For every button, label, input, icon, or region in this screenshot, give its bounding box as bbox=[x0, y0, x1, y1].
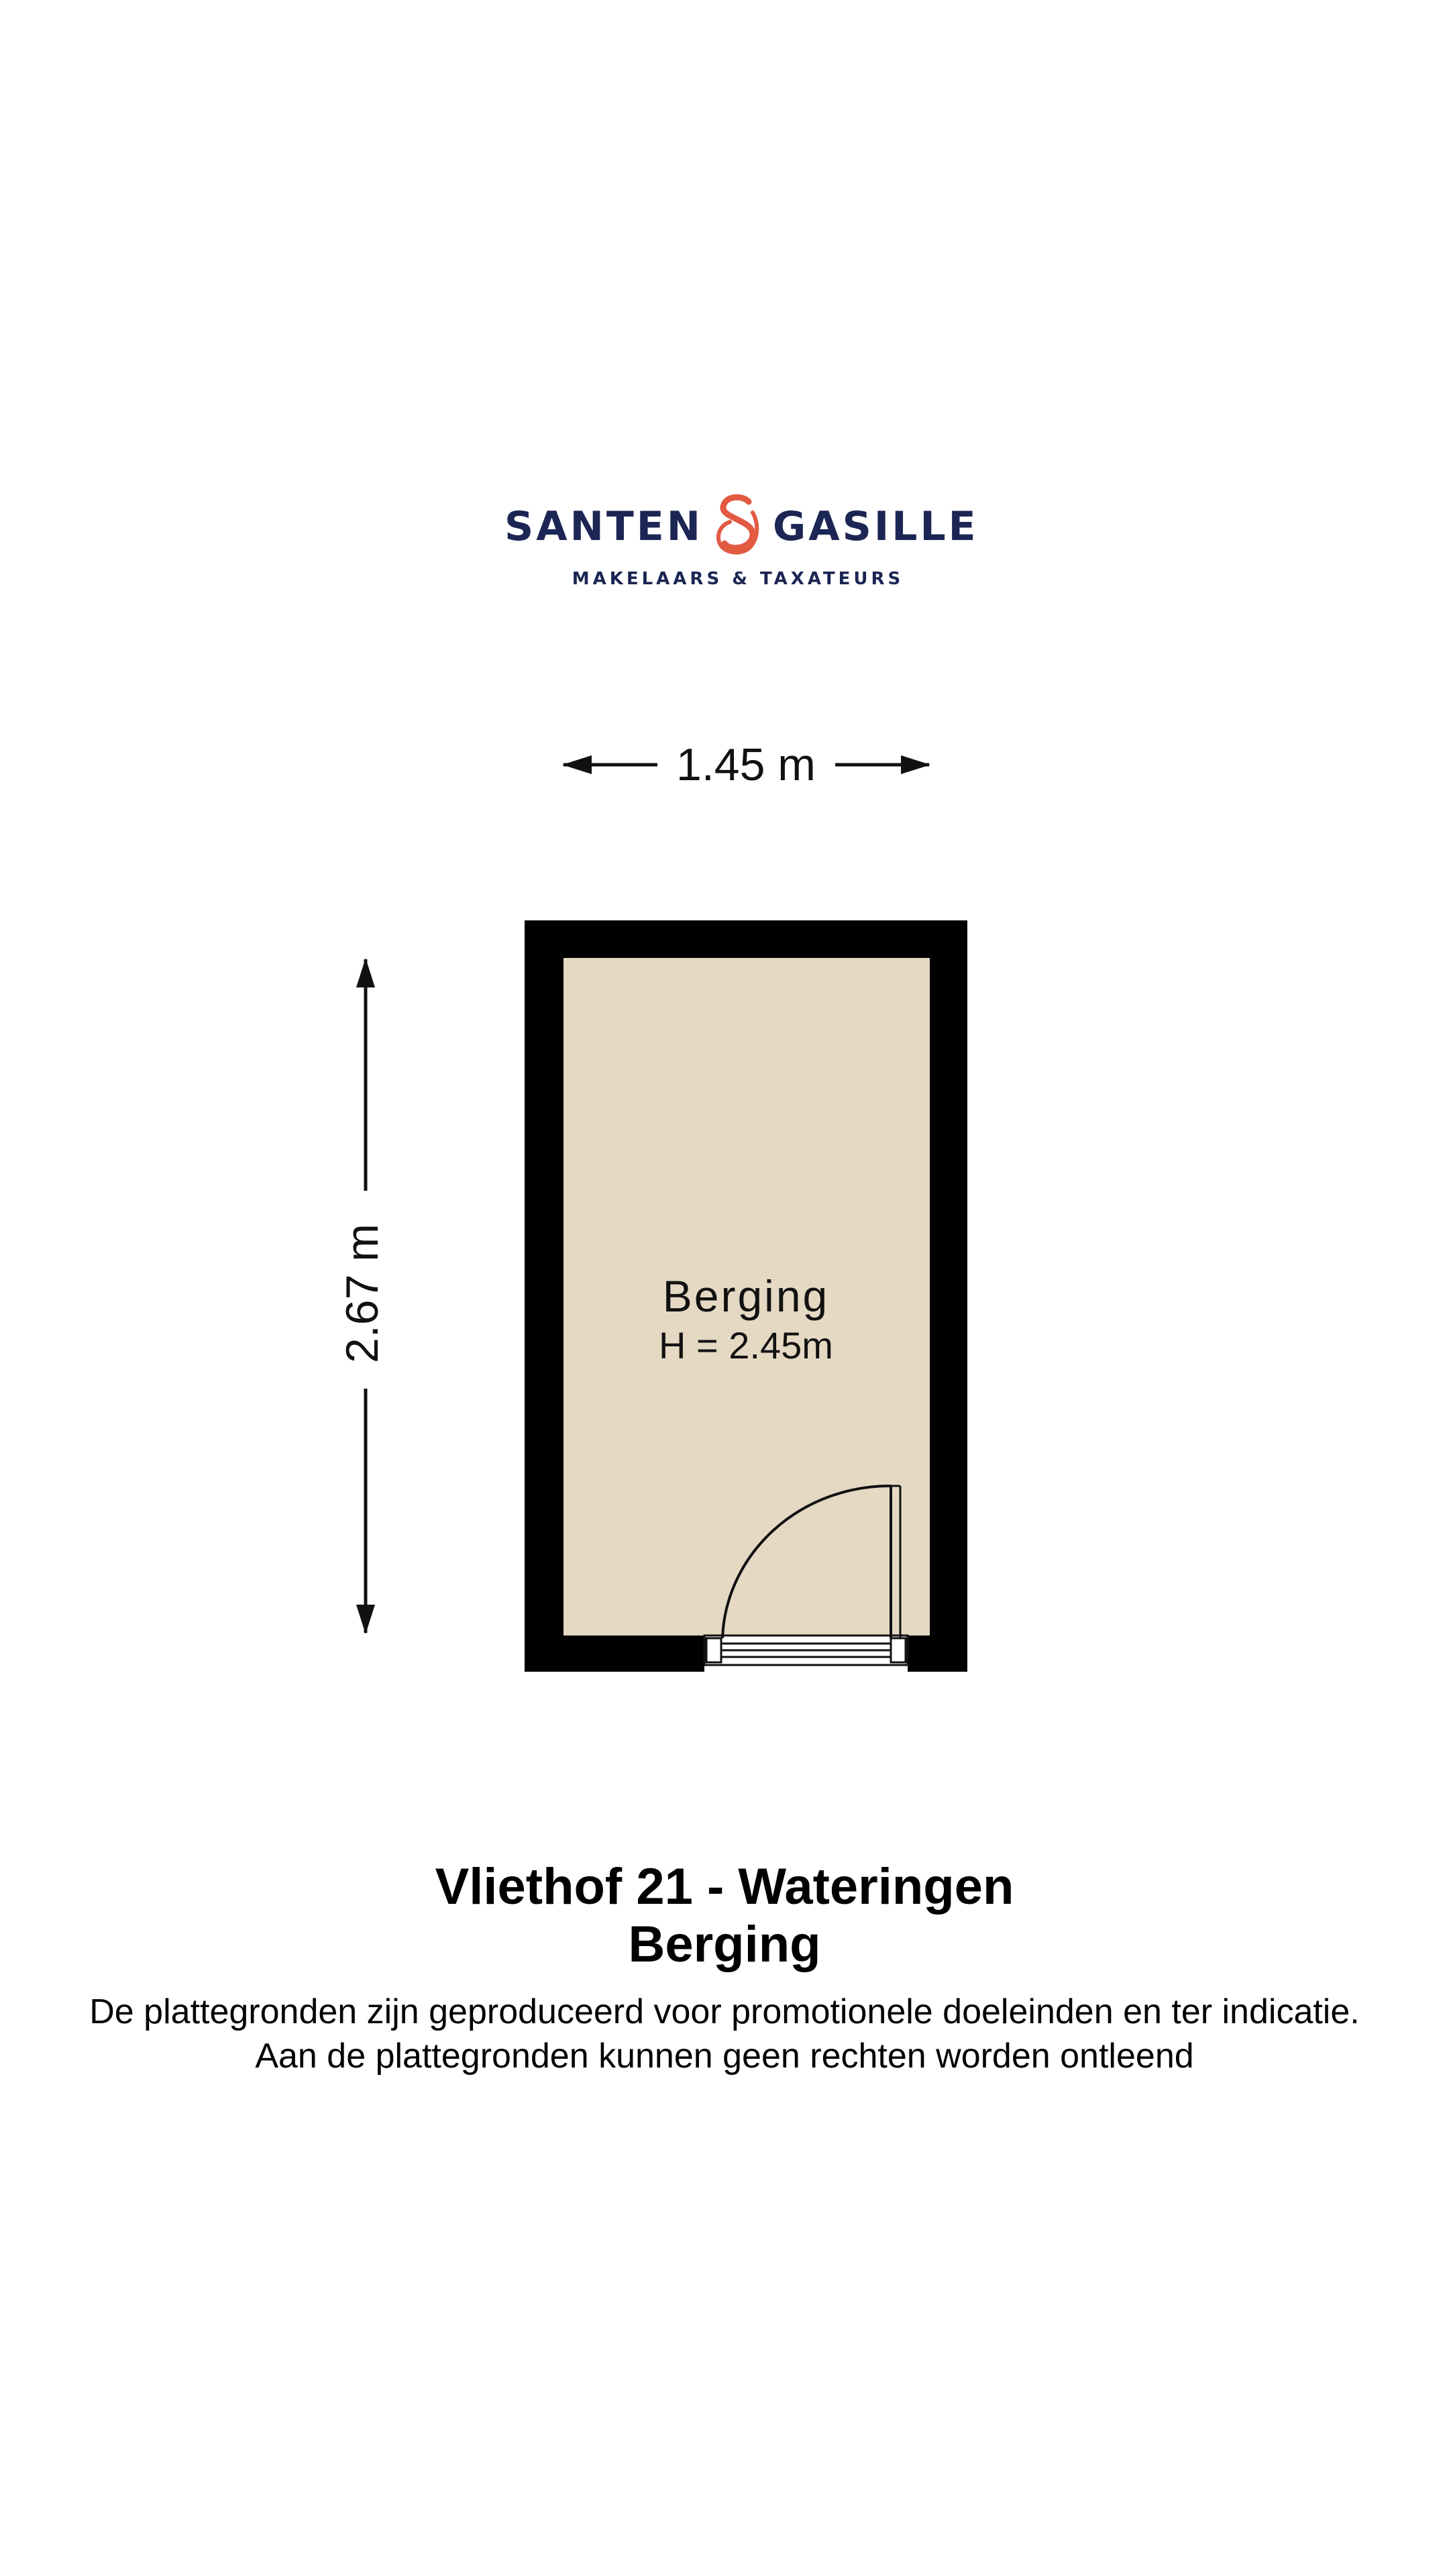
depth-dimension-label: 2.67 m bbox=[336, 1224, 388, 1363]
room-name-label: Berging bbox=[662, 1271, 830, 1321]
disclaimer-line-1: De plattegronden zijn geproduceerd voor promotionele doeleinden en ter indicatie. bbox=[89, 1992, 1360, 2031]
width-arrow-right-icon bbox=[901, 755, 930, 774]
plan-caption bbox=[0, 1858, 1449, 2078]
depth-arrow-top-icon bbox=[356, 958, 375, 987]
logo-tagline: MAKELAARS & TAXATEURS bbox=[572, 569, 904, 589]
property-address: Vliethof 21 - Wateringen bbox=[435, 1858, 1014, 1915]
floor-name: Berging bbox=[628, 1916, 821, 1973]
width-dimension-label: 1.45 m bbox=[676, 739, 816, 790]
logo-name-right: GASILLE bbox=[773, 503, 979, 550]
logo-name-left: SANTEN bbox=[504, 503, 703, 550]
door-threshold bbox=[704, 1635, 908, 1665]
width-dimension bbox=[562, 739, 930, 790]
room-height-label: H = 2.45m bbox=[659, 1324, 833, 1366]
disclaimer-line-2: Aan de plattegronden kunnen geen rechten worden ontleend bbox=[255, 2037, 1194, 2076]
width-arrow-left-icon bbox=[562, 755, 592, 774]
depth-dimension bbox=[337, 958, 388, 1634]
depth-arrow-bottom-icon bbox=[356, 1605, 375, 1634]
